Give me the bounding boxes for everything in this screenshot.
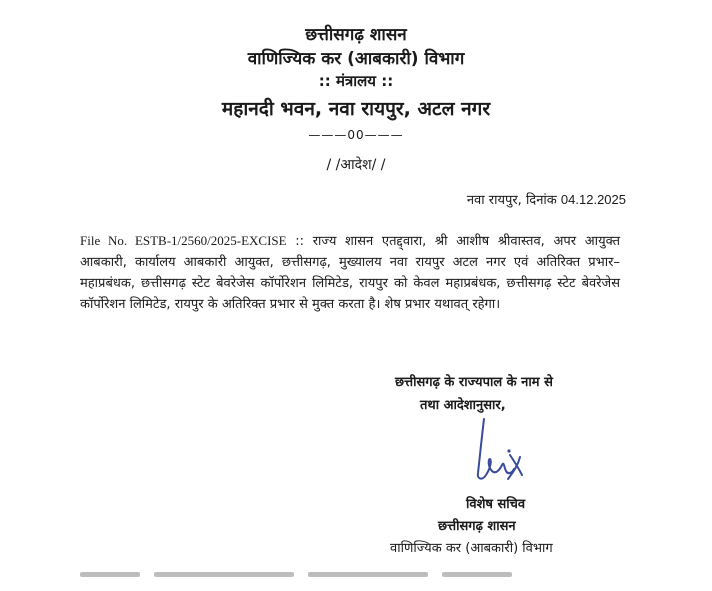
header-department: वाणिज्यिक कर (आबकारी) विभाग <box>247 49 465 69</box>
signatory-designation: विशेष सचिव <box>466 497 526 512</box>
signature <box>462 415 552 487</box>
date-line <box>467 190 626 208</box>
header-ministry: :: मंत्रालय :: <box>318 72 394 90</box>
header-separator: ———00——— <box>308 128 404 142</box>
closing-line-1: छत्तीसगढ़ के राज्यपाल के नाम से <box>395 375 553 390</box>
date-label: नवा रायपुर, दिनांक <box>466 193 557 208</box>
signatory-government: छत्तीसगढ़ शासन <box>438 519 516 534</box>
order-body <box>80 230 620 315</box>
closing-line-2: तथा आदेशानुसार, <box>420 398 506 413</box>
header-government: छत्तीसगढ़ शासन <box>305 25 407 45</box>
file-number: File No. ESTB-1/2560/2025-EXCISE <box>80 233 287 248</box>
date-value: 04.12.2025 <box>560 192 626 207</box>
signatory-department: वाणिज्यिक कर (आबकारी) विभाग <box>390 541 553 556</box>
order-text: :: राज्य शासन एतद्द्वारा, श्री आशीष श्रीवास्तव, अपर आयुक्त आबकारी, कार्यालय आबकारी आयुक्त, छत्तीसगढ़, मुख्यालय नवा रायपुर अटल नगर एवं अतिरिक्त प्रभार–महाप्रबंधक, छत्तीसगढ़ स्टेट बेवरेजेस कॉर्पोरेशन लिमिटेड, रायपुर को केवल महाप्रबंधक, छत्तीसगढ़ स्टेट बेवरेजेस कॉर्पोरेशन लिमिटेड, रायपुर के अतिरिक्त प्रभार से मुक्त करता है। शेष प्रभार यथावत् रहेगा। <box>80 234 620 312</box>
order-title: / /आदेश/ / <box>326 157 386 173</box>
cut-off-next-line <box>80 572 620 582</box>
header-address: महानदी भवन, नवा रायपुर, अटल नगर <box>221 98 491 120</box>
